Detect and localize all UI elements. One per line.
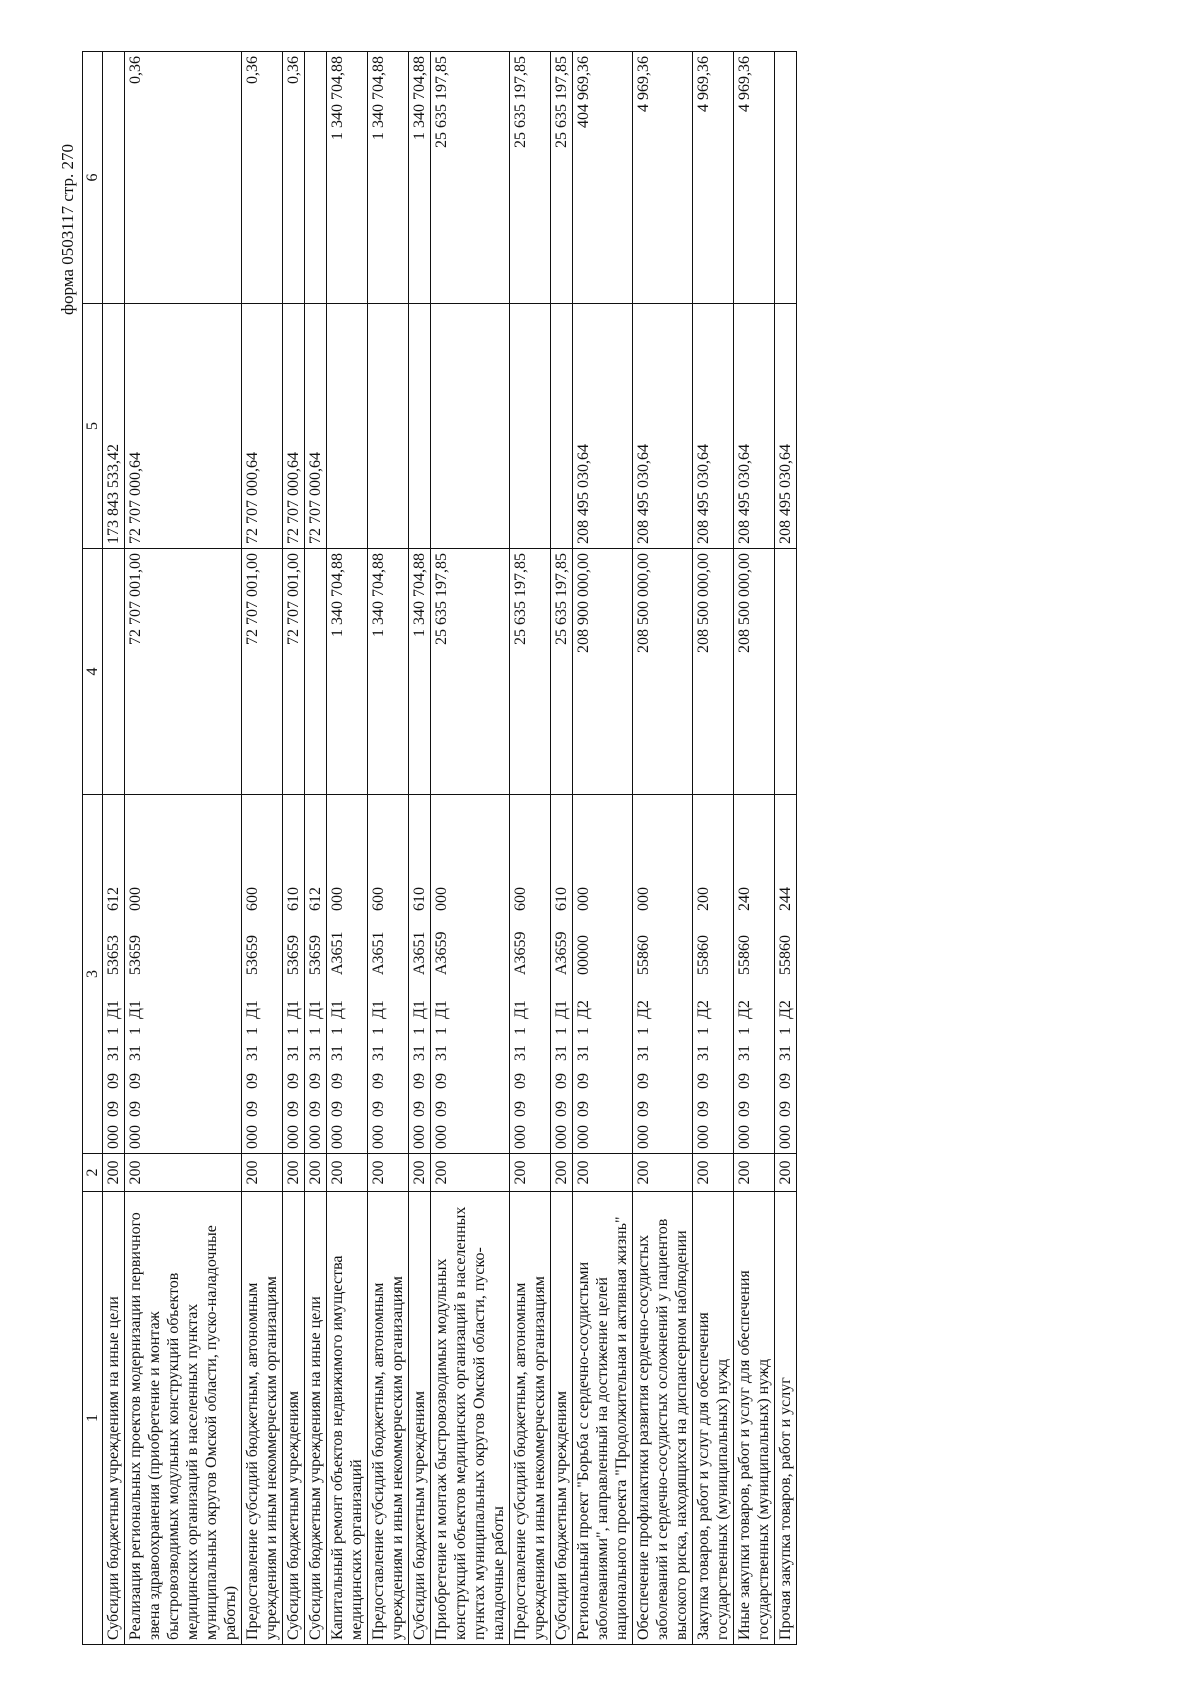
code-part: 000 — [285, 1125, 302, 1149]
code-part: Д1 — [307, 1000, 324, 1019]
code-part: 31 — [411, 1045, 428, 1061]
code-part: 244 — [777, 887, 794, 911]
code-part: Д1 — [512, 1000, 529, 1019]
code-part: 09 — [105, 1073, 122, 1089]
code-part: Д1 — [285, 1000, 302, 1019]
row-value-c4: 1 340 704,88 — [327, 549, 368, 795]
code-part: Д2 — [575, 1000, 592, 1019]
code-part: Д2 — [695, 1000, 712, 1019]
code-part: 000 — [329, 887, 346, 911]
code-part: 31 — [777, 1045, 794, 1061]
code-part: 000 — [411, 1125, 428, 1149]
table-row — [573, 52, 633, 1645]
row-value-c4 — [305, 549, 327, 795]
row-budget-code — [409, 795, 431, 1154]
code-part: 00000 — [575, 935, 592, 975]
code-part: А3651 — [329, 931, 346, 975]
code-part: Д1 — [433, 1000, 450, 1019]
col-header-1: 1 — [83, 1192, 103, 1645]
table-row — [327, 52, 368, 1645]
row-value-c4: 208 500 000,00 — [734, 549, 775, 795]
row-value-c4: 208 900 000,00 — [573, 549, 633, 795]
code-part: 600 — [512, 887, 529, 911]
code-part: 09 — [127, 1073, 144, 1089]
row-value-c5: 72 707 000,64 — [283, 304, 305, 549]
code-part: Д1 — [244, 1000, 261, 1019]
table-row — [431, 52, 510, 1645]
table-row — [734, 52, 775, 1645]
code-part: 09 — [512, 1101, 529, 1117]
code-part: А3651 — [370, 931, 387, 975]
code-part: 000 — [127, 1125, 144, 1149]
code-part: 31 — [370, 1045, 387, 1061]
table-row — [409, 52, 431, 1645]
code-part: 09 — [777, 1073, 794, 1089]
row-value-c5: 72 707 000,64 — [305, 304, 327, 549]
code-part: 31 — [127, 1045, 144, 1061]
row-name: Капитальный ремонт объектов недвижимого имущества медицинских организаций — [327, 1192, 368, 1645]
code-part: 09 — [307, 1101, 324, 1117]
code-part: 200 — [695, 887, 712, 911]
code-part: 09 — [244, 1101, 261, 1117]
row-line-code: 200 — [327, 1154, 368, 1192]
code-part: Д2 — [736, 1000, 753, 1019]
code-part: 610 — [285, 887, 302, 911]
code-part: 000 — [105, 1125, 122, 1149]
code-part: 000 — [575, 887, 592, 911]
row-value-c6: 1 340 704,88 — [368, 52, 409, 304]
code-part: 55860 — [635, 935, 652, 975]
code-part: 09 — [329, 1101, 346, 1117]
row-value-c4 — [103, 549, 125, 795]
row-budget-code — [305, 795, 327, 1154]
code-part: 09 — [635, 1073, 652, 1089]
code-part: 000 — [736, 1125, 753, 1149]
row-value-c6 — [103, 52, 125, 304]
row-value-c4: 208 500 000,00 — [633, 549, 693, 795]
code-part: 000 — [777, 1125, 794, 1149]
row-value-c5: 72 707 000,64 — [125, 304, 242, 549]
row-value-c4: 25 635 197,85 — [551, 549, 573, 795]
row-value-c5 — [551, 304, 573, 549]
code-part: 600 — [244, 887, 261, 911]
row-name: Субсидии бюджетным учреждениям — [409, 1192, 431, 1645]
code-part: 53659 — [307, 935, 324, 975]
code-part: Д1 — [553, 1000, 570, 1019]
form-label: форма 0503117 стр. 270 — [58, 144, 77, 315]
table-row — [125, 52, 242, 1645]
row-value-c6: 25 635 197,85 — [510, 52, 551, 304]
code-part: 1 — [736, 1027, 753, 1035]
code-part: 55860 — [736, 935, 753, 975]
row-value-c5: 208 495 030,64 — [633, 304, 693, 549]
code-part: 610 — [411, 887, 428, 911]
code-part: 31 — [329, 1045, 346, 1061]
row-value-c6: 1 340 704,88 — [409, 52, 431, 304]
row-value-c5: 208 495 030,64 — [734, 304, 775, 549]
row-value-c6: 4 969,36 — [633, 52, 693, 304]
code-part: 53659 — [244, 935, 261, 975]
code-part: 1 — [411, 1027, 428, 1035]
code-part: 53653 — [105, 935, 122, 975]
row-value-c6: 0,36 — [283, 52, 305, 304]
row-value-c4: 25 635 197,85 — [431, 549, 510, 795]
code-part: Д2 — [777, 1000, 794, 1019]
code-part: 1 — [127, 1027, 144, 1035]
row-value-c6: 25 635 197,85 — [551, 52, 573, 304]
table-row — [305, 52, 327, 1645]
row-budget-code — [633, 795, 693, 1154]
row-value-c6: 0,36 — [125, 52, 242, 304]
row-value-c4: 72 707 001,00 — [283, 549, 305, 795]
row-value-c4: 25 635 197,85 — [510, 549, 551, 795]
row-budget-code — [431, 795, 510, 1154]
row-value-c4: 1 340 704,88 — [368, 549, 409, 795]
code-part: 1 — [553, 1027, 570, 1035]
code-part: 09 — [575, 1073, 592, 1089]
code-part: 09 — [777, 1101, 794, 1117]
row-name: Субсидии бюджетным учреждениям — [283, 1192, 305, 1645]
row-line-code: 200 — [573, 1154, 633, 1192]
code-part: 1 — [777, 1027, 794, 1035]
row-line-code: 200 — [510, 1154, 551, 1192]
code-part: 31 — [553, 1045, 570, 1061]
row-budget-code — [734, 795, 775, 1154]
code-part: 610 — [553, 887, 570, 911]
code-part: 09 — [736, 1073, 753, 1089]
code-part: 1 — [575, 1027, 592, 1035]
code-part: 000 — [575, 1125, 592, 1149]
row-line-code: 200 — [551, 1154, 573, 1192]
row-value-c5 — [510, 304, 551, 549]
code-part: 1 — [329, 1027, 346, 1035]
row-line-code: 200 — [431, 1154, 510, 1192]
code-part: 1 — [244, 1027, 261, 1035]
code-part: 09 — [105, 1101, 122, 1117]
row-value-c4: 208 500 000,00 — [693, 549, 734, 795]
row-budget-code — [103, 795, 125, 1154]
row-line-code: 200 — [368, 1154, 409, 1192]
code-part: 09 — [370, 1101, 387, 1117]
code-part: 600 — [370, 887, 387, 911]
row-budget-code — [551, 795, 573, 1154]
code-part: 31 — [307, 1045, 324, 1061]
code-part: 1 — [307, 1027, 324, 1035]
code-part: 31 — [244, 1045, 261, 1061]
code-part: А3651 — [411, 931, 428, 975]
row-value-c5 — [368, 304, 409, 549]
row-value-c5: 208 495 030,64 — [775, 304, 797, 549]
row-name: Закупка товаров, работ и услуг для обеспечения государственных (муниципальных) нужд — [693, 1192, 734, 1645]
code-part: 000 — [307, 1125, 324, 1149]
code-part: 1 — [635, 1027, 652, 1035]
code-part: 1 — [433, 1027, 450, 1035]
row-budget-code — [283, 795, 305, 1154]
code-part: 09 — [127, 1101, 144, 1117]
row-value-c6 — [305, 52, 327, 304]
col-header-5: 5 — [83, 304, 103, 549]
code-part: 09 — [695, 1101, 712, 1117]
code-part: 000 — [433, 887, 450, 911]
row-value-c4: 1 340 704,88 — [409, 549, 431, 795]
code-part: 000 — [553, 1125, 570, 1149]
row-line-code: 200 — [103, 1154, 125, 1192]
code-part: 09 — [553, 1101, 570, 1117]
row-value-c6: 4 969,36 — [734, 52, 775, 304]
code-part: 31 — [736, 1045, 753, 1061]
code-part: 09 — [285, 1073, 302, 1089]
row-budget-code — [510, 795, 551, 1154]
code-part: Д1 — [329, 1000, 346, 1019]
table-row — [693, 52, 734, 1645]
row-name: Предоставление субсидий бюджетным, автономным учреждениям и иным некоммерческим организациям — [368, 1192, 409, 1645]
code-part: 09 — [512, 1073, 529, 1089]
code-part: 1 — [285, 1027, 302, 1035]
code-part: 09 — [695, 1073, 712, 1089]
code-part: 000 — [370, 1125, 387, 1149]
code-part: 09 — [244, 1073, 261, 1089]
code-part: 1 — [512, 1027, 529, 1035]
code-part: 612 — [105, 887, 122, 911]
row-value-c5: 208 495 030,64 — [693, 304, 734, 549]
row-name: Обеспечение профилактики развития сердечно-сосудистых заболеваний и сердечно-сосудистых осложнений у пациентов высокого риска, находящихся на диспансерном наблюдении — [633, 1192, 693, 1645]
code-part: 09 — [370, 1073, 387, 1089]
row-budget-code — [368, 795, 409, 1154]
code-part: Д2 — [635, 1000, 652, 1019]
code-part: 31 — [433, 1045, 450, 1061]
code-part: 09 — [307, 1073, 324, 1089]
row-budget-code — [125, 795, 242, 1154]
code-part: 53659 — [127, 935, 144, 975]
code-part: 09 — [433, 1101, 450, 1117]
row-line-code: 200 — [633, 1154, 693, 1192]
code-part: 09 — [433, 1073, 450, 1089]
row-budget-code — [242, 795, 283, 1154]
row-name: Предоставление субсидий бюджетным, автономным учреждениям и иным некоммерческим организациям — [510, 1192, 551, 1645]
table-row — [633, 52, 693, 1645]
code-part: 000 — [512, 1125, 529, 1149]
row-name: Прочая закупка товаров, работ и услуг — [775, 1192, 797, 1645]
code-part: Д1 — [411, 1000, 428, 1019]
row-name: Субсидии бюджетным учреждениям на иные цели — [103, 1192, 125, 1645]
row-line-code: 200 — [775, 1154, 797, 1192]
row-budget-code — [573, 795, 633, 1154]
row-name: Реализация региональных проектов модернизации первичного звена здравоохранения (приобретение и монтаж быстровозводимых модульных конструкций объектов медицинских организаций в населенных пунктах муниципальных округов Омской области, пуско-наладочные работы) — [125, 1192, 242, 1645]
col-header-4: 4 — [83, 549, 103, 795]
code-part: 31 — [105, 1045, 122, 1061]
code-part: 31 — [285, 1045, 302, 1061]
row-line-code: 200 — [283, 1154, 305, 1192]
row-line-code: 200 — [693, 1154, 734, 1192]
table-row — [775, 52, 797, 1645]
row-name: Предоставление субсидий бюджетным, автономным учреждениям и иным некоммерческим организациям — [242, 1192, 283, 1645]
col-header-3: 3 — [83, 795, 103, 1154]
code-part: А3659 — [433, 931, 450, 975]
code-part: Д1 — [105, 1000, 122, 1019]
row-value-c5: 72 707 000,64 — [242, 304, 283, 549]
row-value-c6: 4 969,36 — [693, 52, 734, 304]
code-part: 1 — [695, 1027, 712, 1035]
row-line-code: 200 — [734, 1154, 775, 1192]
col-header-6: 6 — [83, 52, 103, 304]
table-row — [103, 52, 125, 1645]
code-part: 240 — [736, 887, 753, 911]
code-part: 09 — [553, 1073, 570, 1089]
code-part: 31 — [635, 1045, 652, 1061]
row-line-code: 200 — [125, 1154, 242, 1192]
header-row — [83, 52, 103, 1645]
row-name: Субсидии бюджетным учреждениям на иные цели — [305, 1192, 327, 1645]
table-row — [368, 52, 409, 1645]
row-budget-code — [693, 795, 734, 1154]
code-part: 09 — [575, 1101, 592, 1117]
row-value-c4 — [775, 549, 797, 795]
row-value-c5 — [327, 304, 368, 549]
row-value-c6: 1 340 704,88 — [327, 52, 368, 304]
code-part: Д1 — [127, 1000, 144, 1019]
row-value-c6 — [775, 52, 797, 304]
code-part: 31 — [575, 1045, 592, 1061]
code-part: 000 — [635, 887, 652, 911]
code-part: 1 — [370, 1027, 387, 1035]
code-part: 000 — [244, 1125, 261, 1149]
budget-table — [82, 51, 797, 1645]
code-part: 53659 — [285, 935, 302, 975]
row-value-c6: 0,36 — [242, 52, 283, 304]
table-row — [283, 52, 305, 1645]
code-part: 31 — [512, 1045, 529, 1061]
row-value-c6: 404 969,36 — [573, 52, 633, 304]
row-value-c4: 72 707 001,00 — [242, 549, 283, 795]
table-row — [551, 52, 573, 1645]
code-part: 09 — [329, 1073, 346, 1089]
code-part: А3659 — [512, 931, 529, 975]
row-value-c4: 72 707 001,00 — [125, 549, 242, 795]
code-part: 09 — [635, 1101, 652, 1117]
col-header-2: 2 — [83, 1154, 103, 1192]
code-part: 55860 — [695, 935, 712, 975]
code-part: 1 — [105, 1027, 122, 1035]
code-part: 000 — [127, 887, 144, 911]
row-line-code: 200 — [305, 1154, 327, 1192]
code-part: 31 — [695, 1045, 712, 1061]
table-row — [510, 52, 551, 1645]
code-part: А3659 — [553, 931, 570, 975]
code-part: 09 — [411, 1073, 428, 1089]
row-line-code: 200 — [409, 1154, 431, 1192]
row-budget-code — [327, 795, 368, 1154]
row-name: Приобретение и монтаж быстровозводимых модульных конструкций объектов медицинских организаций в населенных пунктах муниципальных округов Омской области, пуско-наладочные работы — [431, 1192, 510, 1645]
row-name: Региональный проект "Борьба с сердечно-сосудистыми заболеваниями", направленный на достижение целей национального проекта "Продолжительная и активная жизнь" — [573, 1192, 633, 1645]
row-value-c5 — [431, 304, 510, 549]
table-row — [242, 52, 283, 1645]
code-part: 000 — [635, 1125, 652, 1149]
row-budget-code — [775, 795, 797, 1154]
row-value-c5 — [409, 304, 431, 549]
code-part: Д1 — [370, 1000, 387, 1019]
code-part: 09 — [285, 1101, 302, 1117]
code-part: 000 — [695, 1125, 712, 1149]
row-value-c6: 25 635 197,85 — [431, 52, 510, 304]
code-part: 09 — [736, 1101, 753, 1117]
row-value-c5: 208 495 030,64 — [573, 304, 633, 549]
code-part: 55860 — [777, 935, 794, 975]
row-name: Субсидии бюджетным учреждениям — [551, 1192, 573, 1645]
row-line-code: 200 — [242, 1154, 283, 1192]
code-part: 000 — [329, 1125, 346, 1149]
row-name: Иные закупки товаров, работ и услуг для обеспечения государственных (муниципальных) нужд — [734, 1192, 775, 1645]
row-value-c5: 173 843 533,42 — [103, 304, 125, 549]
code-part: 612 — [307, 887, 324, 911]
code-part: 000 — [433, 1125, 450, 1149]
code-part: 09 — [411, 1101, 428, 1117]
